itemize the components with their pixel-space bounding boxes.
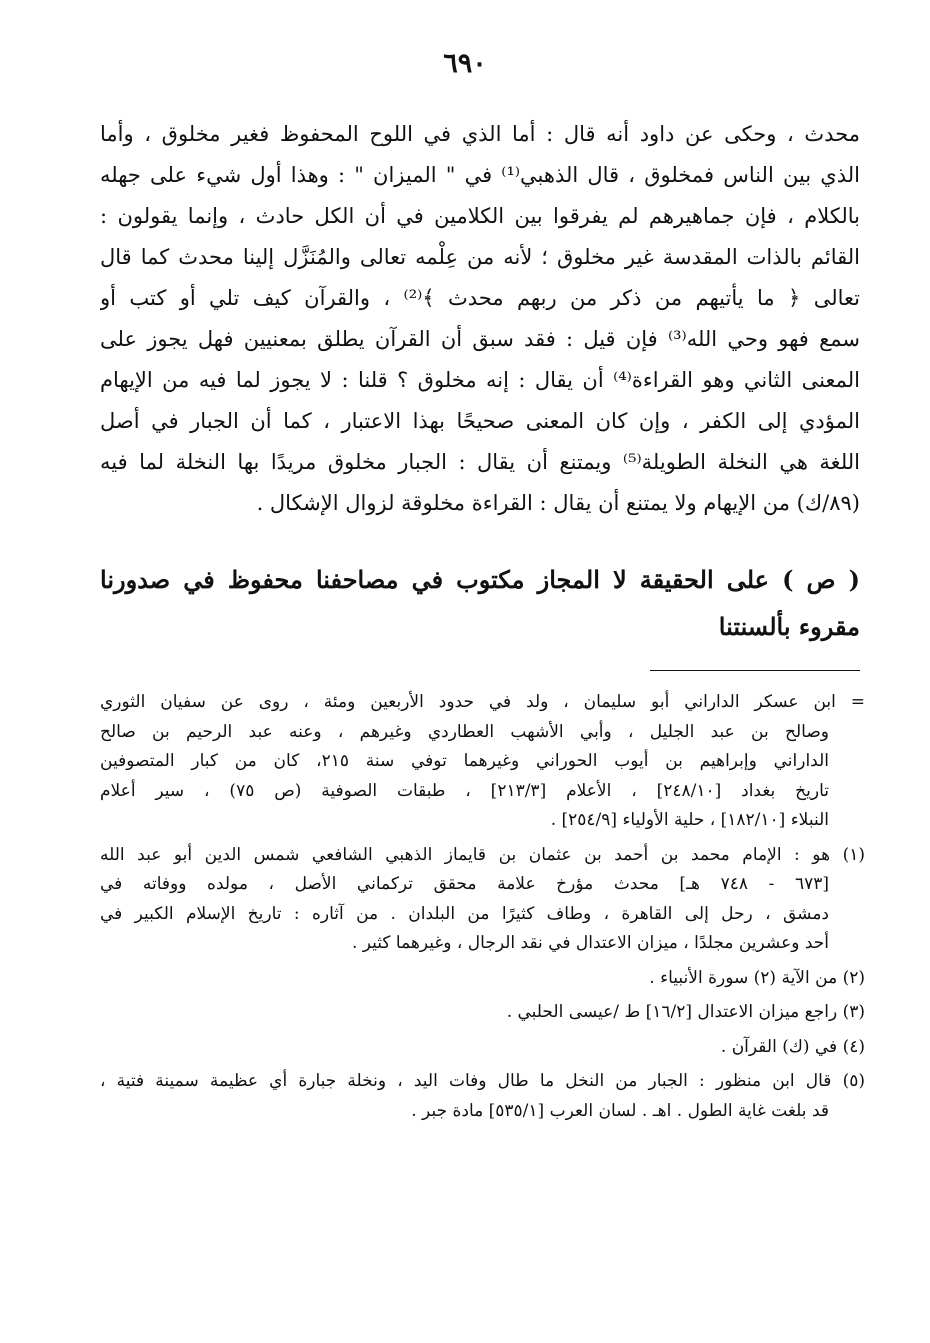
footnote-line: دمشق ، رحل إلى القاهرة ، وطاف كثيرًا من البلدان . من آثاره : تاريخ الإسلام الكبير في	[100, 903, 829, 924]
text-line: المؤدي إلى الكفر ، وإن كان المعنى صحيحًا بهذا الاعتبار ، كما أن الجبار في أصل	[100, 409, 860, 433]
footnote-line: (٥) قال ابن منظور : الجبار من النخل ما طال وفات اليد ، ونخلة جبارة أي عظيمة سمينة فتية ،	[100, 1071, 865, 1091]
footnote-5	[100, 1067, 865, 1126]
footnote-line: (٤) في (ك) القرآن .	[720, 1036, 865, 1057]
footnote-line: تاريخ بغداد [٢٤٨/١٠] ، الأعلام [٢١٣/٣] ، طبقات الصوفية (ص ٧٥) ، سير أعلام	[100, 780, 829, 801]
footnote-line: [٦٧٣ - ٧٤٨ هـ] محدث مؤرخ علامة محقق تركماني الأصل ، مولده ووفاته في	[100, 874, 829, 894]
footnote-line: = ابن عسكر الداراني أبو سليمان ، ولد في حدود الأربعين ومئة ، روى عن سفيان الثوري	[100, 692, 865, 712]
footnote-line: قد بلغت غاية الطول . اهـ . لسان العرب [٥٣٥/١] مادة جبر .	[411, 1100, 829, 1121]
footnote-line: وصالح بن عبد الجليل ، وأبي الأشهب العطاردي وغيرهم ، وعنه عبد الرحيم بن صالح	[100, 721, 829, 742]
text-line: بالكلام ، فإن جماهيرهم لم يفرقوا بين الكلامين في أن الكل حادث ، وإنما يقولون :	[100, 204, 860, 228]
text-line: المعنى الثاني وهو القراءة⁽⁴⁾ أن يقال : إنه مخلوق ؟ قلنا : لا يجوز لما فيه من الإيهام	[100, 368, 860, 392]
footnote-line: (٣) راجع ميزان الاعتدال [١٦/٢] ط /عيسى الحلبي .	[506, 1002, 865, 1022]
footnote-line: أحد وعشرين مجلدًا ، ميزان الاعتدال في نقد الرجال ، وغيرهما كثير .	[351, 933, 829, 953]
footnote-line: (٢) من الآية (٢) سورة الأنبياء .	[649, 967, 865, 988]
footnote-divider	[650, 670, 860, 671]
text-line: اللغة هي النخلة الطويلة⁽⁵⁾ ويمتنع أن يقال : الجبار مخلوق مريدًا بها النخلة لما فيه	[100, 450, 860, 474]
text-line: (٨٩/ك) من الإيهام ولا يمتنع أن يقال : القراءة مخلوقة لزوال الإشكال .	[256, 491, 860, 515]
text-line: تعالى ﴿ ما يأتيهم من ذكر من ربهم محدث ﴾⁽²⁾ ، والقرآن كيف تلي أو كتب أو	[100, 286, 860, 310]
footnote-line: (١) هو : الإمام محمد بن أحمد بن عثمان بن قايماز الذهبي الشافعي شمس الدين أبو عبد الله	[100, 844, 865, 865]
section-heading	[100, 556, 860, 650]
page-number: ٦٩٠	[443, 48, 487, 79]
footnote-2	[100, 964, 865, 994]
text-line: سمع فهو وحي الله⁽³⁾ فإن قيل : فقد سبق أن القرآن يطلق بمعنيين فهل يجوز على	[100, 327, 860, 351]
footnotes	[100, 688, 865, 1131]
footnote-line: الداراني وإبراهيم بن أيوب الحوراني وغيرهما توفي سنة ٢١٥، كان من كبار المتصوفين	[100, 751, 829, 771]
heading-line: ( ص ) على الحقيقة لا المجاز مكتوب في مصاحفنا محفوظ في صدورنا	[100, 565, 860, 594]
footnote-3	[100, 998, 865, 1028]
footnote-4	[100, 1033, 865, 1063]
heading-line: مقروء بألسنتنا	[718, 612, 860, 641]
footnote-line: النبلاء [١٨٢/١٠] ، حلية الأولياء [٢٥٤/٩] .	[550, 810, 829, 830]
footnote-1	[100, 841, 865, 959]
footnote-continuation	[100, 688, 865, 836]
main-text	[100, 114, 860, 524]
text-line: الذي بين الناس فمخلوق ، قال الذهبي⁽¹⁾ في " الميزان " : وهذا أول شيء على جهله	[100, 163, 860, 187]
text-line: محدث ، وحكى عن داود أنه قال : أما الذي في اللوح المحفوظ فغير مخلوق ، وأما	[100, 122, 860, 146]
text-line: القائم بالذات المقدسة غير مخلوق ؛ لأنه من عِلْمه تعالى والمُنَزَّل إلينا محدث كما قال	[100, 245, 860, 269]
